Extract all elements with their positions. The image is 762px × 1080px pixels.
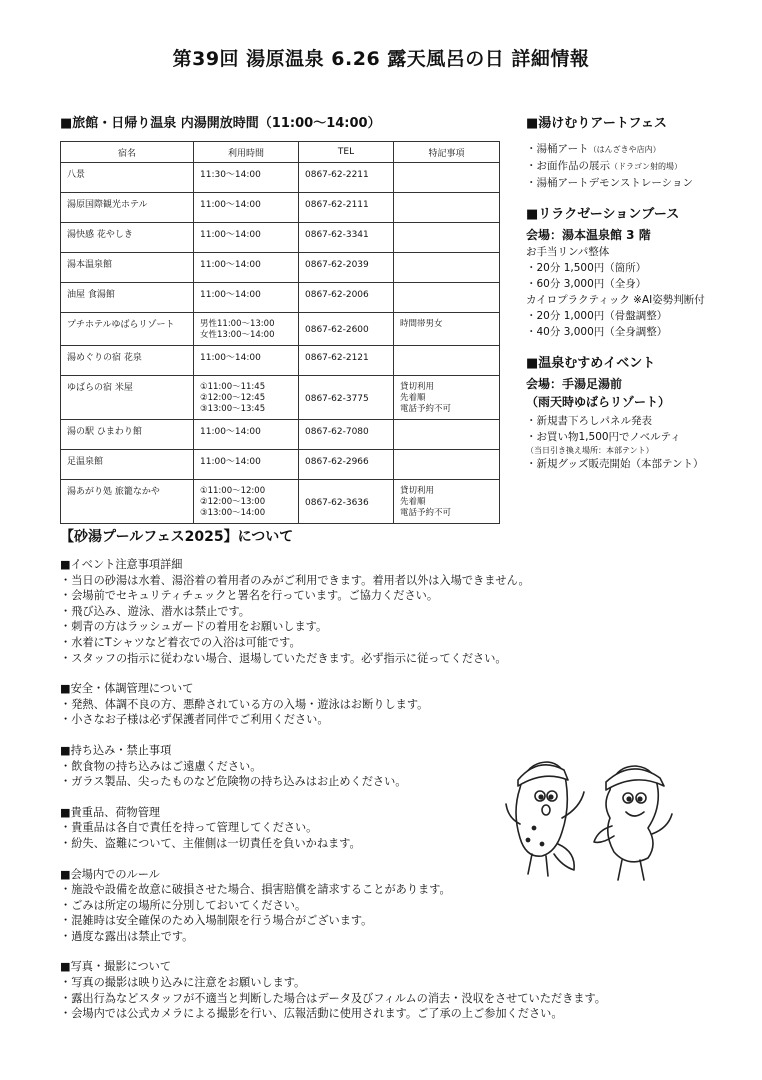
notes-line: ・ガラス製品、尖ったものなど危険物の持ち込みはお止めください。	[60, 775, 407, 789]
inn-name-cell: プチホテルゆばらリゾート	[61, 313, 194, 346]
notes-line: ・紛失、盗難について、主催側は一切責任を負いかねます。	[60, 836, 361, 850]
notes-line: ・飛び込み、遊泳、潜水は禁止です。	[60, 604, 250, 618]
list-item	[526, 175, 746, 191]
table-row	[61, 283, 500, 313]
hours-cell	[194, 480, 299, 524]
note-line: 時間帯男女	[400, 319, 443, 329]
salamander-mascot-icon	[498, 748, 678, 898]
tel-cell: 0867-62-2211	[299, 163, 394, 193]
art-fes-heading: ■湯けむりアートフェス	[526, 116, 667, 131]
tel-cell: 0867-62-3775	[299, 376, 394, 420]
note-line: 電話予約不可	[400, 404, 452, 414]
onsen-event-venue: 会場：手湯足湯前	[526, 377, 623, 391]
notes-group-heading: ■持ち込み・禁止事項	[60, 743, 172, 757]
hours-cell	[194, 346, 299, 376]
tel-cell: 0867-62-2121	[299, 346, 394, 376]
notes-line: ・刺青の方はラッシュガードの着用をお願いします。	[60, 620, 328, 634]
note-cell	[394, 163, 500, 193]
right-column	[526, 112, 746, 472]
sand-fes-title: 【砂湯プールフェス2025】について	[60, 529, 294, 545]
column-header: 特記事項	[394, 142, 500, 163]
notes-line: ・貴重品は各自で責任を持って管理してください。	[60, 821, 318, 835]
list-item: ・新規書下ろしパネル発表	[526, 415, 652, 427]
notes-group-heading: ■イベント注意事項詳細	[60, 558, 183, 571]
hours-line: ②12:00～12:45	[200, 393, 266, 403]
notes-line: ・当日の砂湯は水着、湯浴着の着用者のみがご利用できます。着用者以外は入場できません。	[60, 573, 530, 587]
tel-cell: 0867-62-2966	[299, 450, 394, 480]
notes-line: ・水着にTシャツなど着衣での入浴は可能です。	[60, 635, 301, 649]
list-item: ・20分 1,000円（骨盤調整）	[526, 310, 668, 322]
hours-line: 11:00～14:00	[200, 200, 261, 210]
list-item: ・40分 3,000円（全身調整）	[526, 326, 668, 338]
hours-table	[60, 141, 500, 524]
item-text: ・湯桶アートデモンストレーション	[526, 177, 693, 189]
hours-line: 11:00～14:00	[200, 457, 261, 467]
inn-name-cell: 湯めぐりの宿 花泉	[61, 346, 194, 376]
onsen-event-venue: （雨天時ゆばらリゾート）	[526, 395, 671, 409]
note-cell	[394, 480, 500, 524]
note-cell	[394, 376, 500, 420]
notes-line: ・ごみは所定の場所に分別しておいてください。	[60, 898, 307, 912]
notes-line: ・混雑時は安全確保のため入場制限を行う場合がございます。	[60, 914, 373, 928]
note-cell	[394, 193, 500, 223]
tel-cell: 0867-62-2006	[299, 283, 394, 313]
table-row	[61, 480, 500, 524]
inn-name-cell: 湯の駅 ひまわり館	[61, 420, 194, 450]
art-fes-section	[526, 112, 746, 191]
hours-line: ①11:00～12:00	[200, 486, 266, 496]
table-row	[61, 346, 500, 376]
hours-cell	[194, 163, 299, 193]
note-cell	[394, 253, 500, 283]
onsen-event-list	[526, 413, 746, 472]
hours-cell	[194, 193, 299, 223]
item-text: ・お面作品の展示	[526, 160, 610, 172]
relax-list	[526, 244, 746, 340]
hours-cell	[194, 420, 299, 450]
hours-line: 11:00～14:00	[200, 260, 261, 270]
note-cell	[394, 223, 500, 253]
hours-line: ①11:00～11:45	[200, 382, 266, 392]
hours-cell	[194, 283, 299, 313]
hours-cell	[194, 313, 299, 346]
table-row	[61, 420, 500, 450]
notes-line: ・露出行為などスタッフが不適当と判断した場合はデータ及びフィルムの消去・没収をさせていただきます。	[60, 991, 606, 1005]
notes-line: ・小さなお子様は必ず保護者同伴でご利用ください。	[60, 713, 329, 727]
note-line: 貸切利用	[400, 382, 435, 392]
tel-cell: 0867-62-2039	[299, 253, 394, 283]
hours-table-body	[61, 163, 500, 524]
hours-section	[60, 112, 500, 524]
notes-line: ・会場前でセキュリティチェックと署名を行っています。ご協力ください。	[60, 589, 439, 603]
list-item: ・60分 3,000円（全身）	[526, 278, 647, 290]
tel-cell: 0867-62-2111	[299, 193, 394, 223]
onsen-event-heading: ■温泉むすめイベント	[526, 356, 656, 371]
column-header: 宿名	[61, 142, 194, 163]
column-header: 利用時間	[194, 142, 299, 163]
notes-line: ・施設や設備を故意に破損させた場合、損害賠償を請求することがあります。	[60, 883, 451, 897]
relax-heading: ■リラクゼーションブース	[526, 207, 680, 222]
item-subtext: （ドラゴン射的場）	[610, 162, 682, 171]
note-line: 電話予約不可	[400, 508, 452, 518]
hours-table-header	[61, 142, 500, 163]
list-item: ・20分 1,500円（箇所）	[526, 262, 647, 274]
notes-group-heading: ■会場内でのルール	[60, 867, 160, 881]
tel-cell: 0867-62-3341	[299, 223, 394, 253]
inn-name-cell: 湯原国際観光ホテル	[61, 193, 194, 223]
hours-line: ③13:00～14:00	[200, 508, 266, 518]
table-row	[61, 253, 500, 283]
note-cell	[394, 313, 500, 346]
list-item: ・新規グッズ販売開始（本部テント）	[526, 458, 704, 470]
note-line: 貸切利用	[400, 486, 435, 496]
hours-line: 女性13:00～14:00	[200, 330, 275, 340]
table-row	[61, 450, 500, 480]
note-cell	[394, 283, 500, 313]
hours-cell	[194, 450, 299, 480]
hours-cell	[194, 376, 299, 420]
notes-line: ・写真の撮影は映り込みに注意をお願いします。	[60, 976, 306, 990]
table-row	[61, 313, 500, 346]
hours-line: ②12:00～13:00	[200, 497, 266, 507]
inn-name-cell: 足温泉館	[61, 450, 194, 480]
tel-cell: 0867-62-3636	[299, 480, 394, 524]
note-cell	[394, 346, 500, 376]
art-fes-list	[526, 141, 746, 191]
list-item	[526, 158, 746, 175]
note-line: 先着順	[400, 497, 426, 507]
hours-line: 11:00～14:00	[200, 230, 261, 240]
list-item: ・お買い物1,500円でノベルティ	[526, 431, 681, 443]
inn-name-cell: 湯あがり処 旅籠なかや	[61, 480, 194, 524]
tel-cell: 0867-62-2600	[299, 313, 394, 346]
relax-venue: 会場：湯本温泉館 3 階	[526, 228, 651, 242]
notes-group-heading: ■写真・撮影について	[60, 960, 172, 974]
table-row	[61, 376, 500, 420]
inn-name-cell: 湯本温泉館	[61, 253, 194, 283]
page-title: 第39回 湯原温泉 6.26 露天風呂の日 詳細情報	[172, 48, 590, 70]
hours-line: 11:00～14:00	[200, 290, 261, 300]
notes-group	[60, 557, 750, 666]
note-cell	[394, 420, 500, 450]
list-item	[526, 141, 746, 158]
item-subtext: （はんざきや店内）	[588, 145, 661, 154]
inn-name-cell: 八景	[61, 163, 194, 193]
notes-line: ・会場内では公式カメラによる撮影を行い、広報活動に使用されます。ご了承の上ご参加ください。	[60, 1007, 563, 1021]
list-item: カイロプラクティック ※AI姿勢判断付	[526, 294, 705, 306]
hours-line: 男性11:00～13:00	[200, 319, 275, 329]
note-line: 先着順	[400, 393, 426, 403]
notes-group-heading: ■安全・体調管理について	[60, 682, 194, 696]
table-row	[61, 163, 500, 193]
notes-line: ・過度な露出は禁止です。	[60, 929, 194, 943]
list-item: お手当リンパ整体	[526, 246, 610, 258]
relax-section	[526, 203, 746, 340]
hours-line: 11:00～14:00	[200, 427, 261, 437]
notes-line: ・飲食物の持ち込みはご遠慮ください。	[60, 759, 262, 773]
note-cell	[394, 450, 500, 480]
notes-group	[60, 681, 750, 728]
notes-group	[60, 959, 750, 1021]
table-row	[61, 193, 500, 223]
notes-line: ・スタッフの指示に従わない場合、退場していただきます。必ず指示に従ってください。	[60, 651, 507, 665]
hours-heading: ■旅館・日帰り温泉 内湯開放時間（11:00～14:00）	[60, 116, 381, 131]
tel-cell: 0867-62-7080	[299, 420, 394, 450]
hours-line: 11:30～14:00	[200, 170, 261, 180]
table-row	[61, 223, 500, 253]
hours-line: ③13:00～13:45	[200, 404, 266, 414]
item-text: ・湯桶アート	[526, 143, 589, 155]
onsen-event-section	[526, 352, 746, 472]
hours-cell	[194, 253, 299, 283]
inn-name-cell: 湯快感 花やしき	[61, 223, 194, 253]
inn-name-cell: ゆばらの宿 米屋	[61, 376, 194, 420]
inn-name-cell: 油屋 食湯館	[61, 283, 194, 313]
hours-line: 11:00～14:00	[200, 353, 261, 363]
hours-cell	[194, 223, 299, 253]
notes-line: ・発熱、体調不良の方、悪酔されている方の入場・遊泳はお断りします。	[60, 697, 429, 711]
list-item: （当日引き換え場所：本部テント）	[526, 446, 654, 455]
column-header: TEL	[299, 142, 394, 163]
notes-group-heading: ■貴重品、荷物管理	[60, 805, 161, 819]
